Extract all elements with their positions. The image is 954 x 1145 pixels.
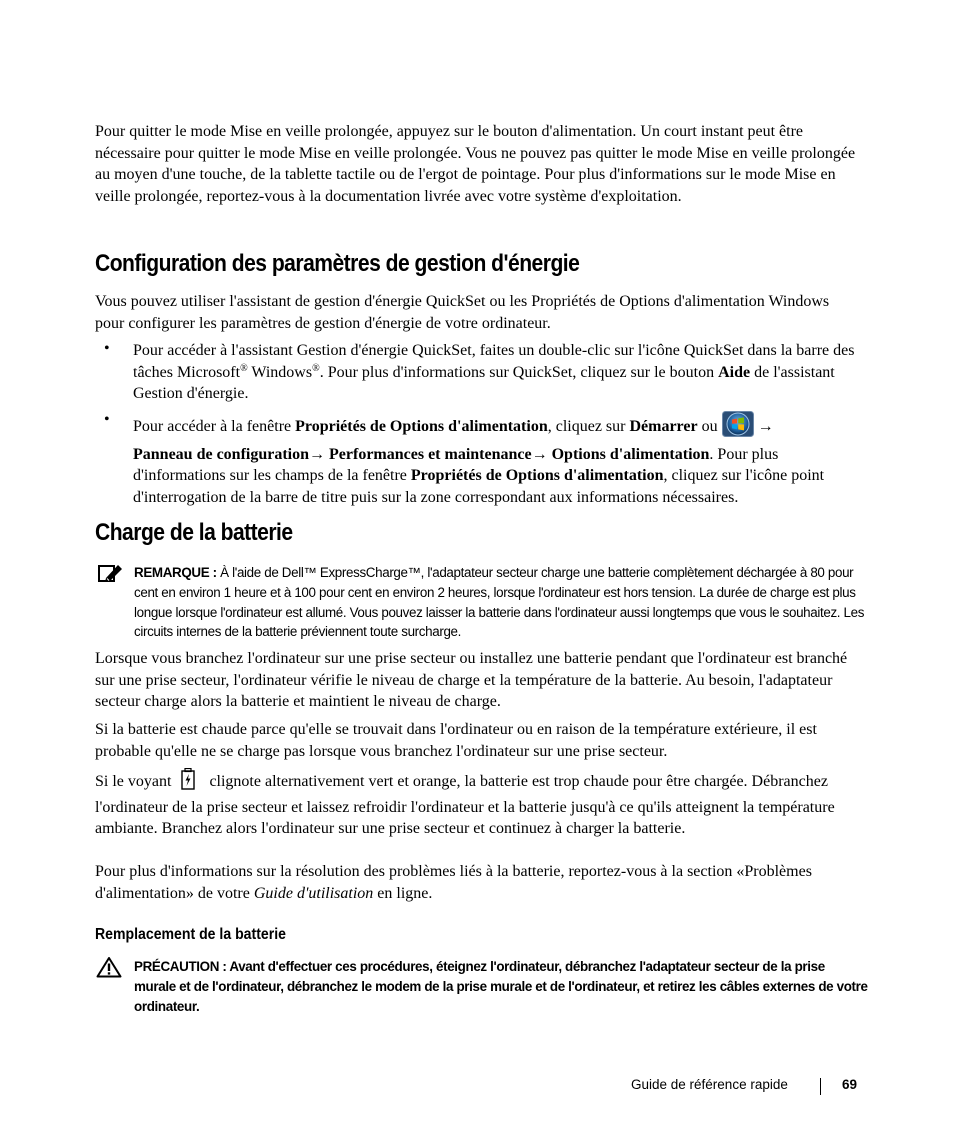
bullet-power-text: , cliquez sur [547, 417, 630, 435]
battery-charge-paragraph-4 [95, 861, 857, 904]
registered-mark: ® [312, 362, 320, 374]
bullet-quickset-text: Pour accéder à l'assistant Gestion d'énergie QuickSet, faites un double-clic sur l'icône QuickSet dans la barre des tâches Microsoft [133, 342, 855, 381]
bullet-quickset-text: Windows [247, 363, 313, 381]
note-pencil-icon [98, 562, 124, 589]
power-options-window-label: Propriétés de Options d'alimentation [410, 467, 664, 484]
section-title-battery-charge: Charge de la batterie [95, 519, 293, 546]
bullet-power-text: Pour accéder à la fenêtre [133, 417, 296, 435]
bullet-power-text: ou [697, 417, 722, 435]
footer-guide-title: Guide de référence rapide [631, 1077, 788, 1092]
start-label: Démarrer [629, 417, 698, 435]
troubleshoot-text: en ligne. [373, 884, 433, 902]
user-guide-title: Guide d'utilisation [253, 884, 374, 902]
caution-warning-icon [96, 956, 122, 983]
battery-status-light-icon [181, 768, 195, 797]
caution-text: Avant d'effectuer ces procédures, éteignez l'ordinateur, débranchez l'adaptateur secteur de la prise murale et de l'ordinateur, débranchez le modem de la prise murale et de l'ordinateur, et retirez les câbles externes de votre ordinateur. [134, 959, 868, 1014]
power-options-window-label: Propriétés de Options d'alimentation [295, 417, 548, 435]
troubleshoot-text: Pour plus d'informations sur la résolution des problèmes liés à la batterie, reportez-vous à la section «Problèmes d'alimentation» de votre [95, 863, 812, 902]
note-text: À l'aide de Dell™ ExpressCharge™, l'adaptateur secteur charge une batterie complètement déchargée à 80 pour cent en environ 1 heure et à 100 pour cent en environ 2 heures, lorsque l'ordinateur est hors tension. La durée de charge est plus longue lorsque l'ordinateur est allumé. Vous pouvez laisser la batterie dans l'ordinateur aussi longtemps que vous le souhaitez. Les circuits internes de la batterie préviennent toute surcharge. [134, 565, 865, 640]
bullet-quickset-text: . Pour plus d'informations sur QuickSet, cliquez sur le bouton [319, 363, 719, 381]
aide-label: Aide [718, 363, 751, 381]
bullet-quickset [133, 340, 857, 405]
navigation-path: Panneau de configuration→ Performances et maintenance→ Options d'alimentation [133, 445, 710, 463]
bullet-marker: • [104, 411, 110, 428]
section-title-battery-replacement: Remplacement de la batterie [95, 926, 286, 943]
note-expresscharge [134, 563, 869, 642]
battery-charge-paragraph-2: Si la batterie est chaude parce qu'elle se trouvait dans l'ordinateur ou en raison de la température extérieure, il est probable qu'elle ne se charge pas lorsque vous branchez l'ordinateur sur une prise secteur. [95, 721, 817, 760]
battery-charge-paragraph-1: Lorsque vous branchez l'ordinateur sur une prise secteur ou installez une batterie pendant que l'ordinateur est branché sur une prise secteur, l'ordinateur vérifie le niveau de charge et la température de la batterie. Au besoin, l'adaptateur secteur charge alors la batterie et maintient le niveau de charge. [95, 650, 848, 710]
note-label: REMARQUE : [134, 565, 217, 580]
power-management-intro: Vous pouvez utiliser l'assistant de gestion d'énergie QuickSet ou les Propriétés de Options d'alimentation Windows pour configurer les paramètres de gestion d'énergie de votre ordinateur. [95, 293, 830, 332]
windows-start-icon [722, 411, 754, 444]
footer-separator [820, 1078, 821, 1095]
bullet-power-text: . Pour plus d'informations sur les champs de la fenêtre [133, 445, 779, 484]
battery-charge-paragraph-3 [95, 768, 857, 840]
bullet-marker: • [104, 340, 110, 357]
section-title-power-management: Configuration des paramètres de gestion d'énergie [95, 250, 580, 277]
battery-led-text: Si le voyant [95, 772, 176, 790]
page-number: 69 [842, 1077, 858, 1092]
bullet-quickset-text: de l'assistant Gestion d'énergie. [133, 363, 835, 402]
battery-led-text: clignote alternativement vert et orange, la batterie est trop chaude pour être chargée. Débranchez l'ordinateur de la prise secteur et laissez refroidir l'ordinateur et la batterie jusqu'à ce qu'ils atteignent la température ambiante. Branchez alors l'ordinateur sur une prise secteur et continuez à charger la batterie. [95, 772, 835, 837]
arrow: → [753, 417, 774, 435]
bullet-power-options [133, 411, 857, 508]
hibernate-paragraph: Pour quitter le mode Mise en veille prolongée, appuyez sur le bouton d'alimentation. Un court instant peut être nécessaire pour quitter le mode Mise en veille prolongée. Vous ne pouvez pas quitter le mode Mise en veille prolongée au moyen d'une touche, de la tablette tactile ou de l'ergot de pointage. Pour plus d'informations sur le mode Mise en veille prolongée, reportez-vous à la documentation livrée avec votre système d'exploitation. [95, 123, 856, 205]
caution-label: PRÉCAUTION : [134, 959, 227, 974]
registered-mark: ® [240, 362, 248, 374]
bullet-power-text: , cliquez sur l'icône point d'interrogation de la barre de titre puis sur la zone correspondant aux informations nécessaires. [133, 467, 825, 506]
caution-battery-replacement [134, 957, 869, 1016]
